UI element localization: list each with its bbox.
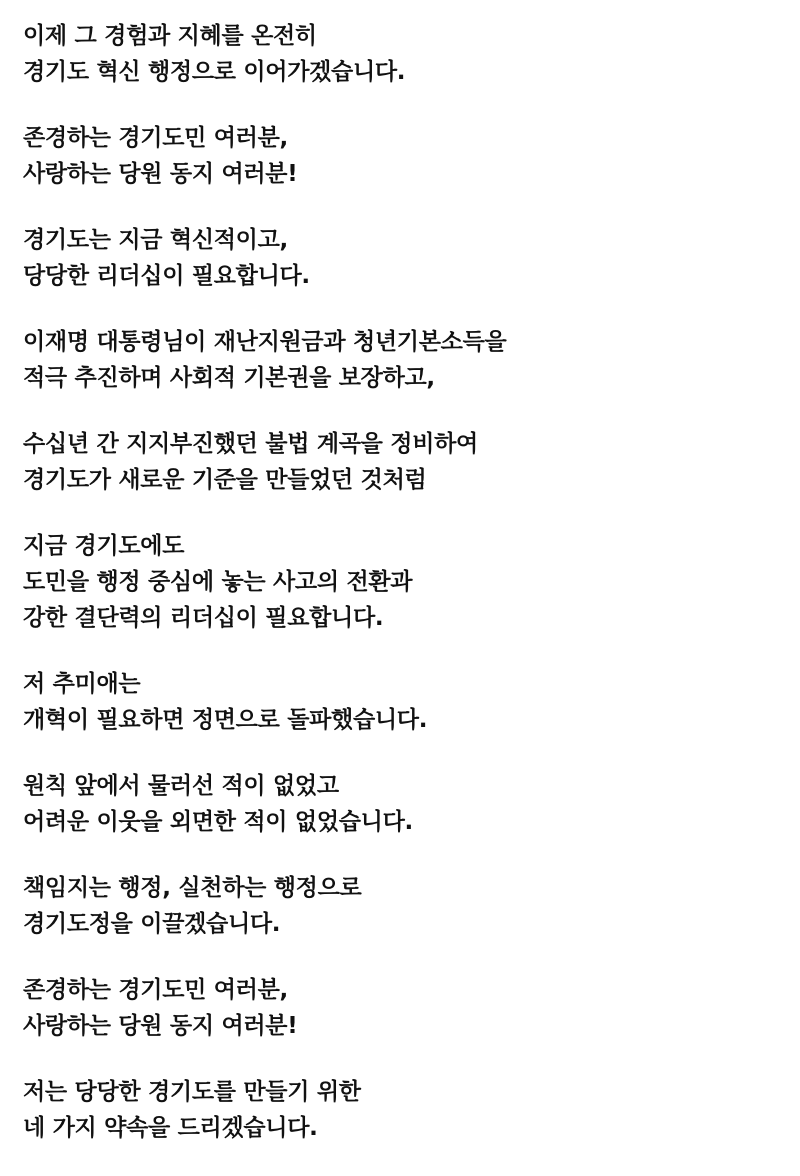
- text-line: 이재명 대통령님이 재난지원금과 청년기본소득을: [23, 329, 507, 355]
- paragraph-5: [23, 426, 783, 498]
- paragraph-11: [23, 1074, 783, 1146]
- text-line: 경기도가 새로운 기준을 만들었던 것처럼: [23, 467, 427, 493]
- text-line: 개혁이 필요하면 정면으로 돌파했습니다.: [23, 707, 428, 733]
- paragraph-4: [23, 324, 783, 396]
- paragraph-6: [23, 528, 783, 636]
- text-line: 경기도정을 이끌겠습니다.: [23, 911, 281, 937]
- text-line: 사랑하는 당원 동지 여러분!: [23, 161, 298, 187]
- text-line: 어려운 이웃을 외면한 적이 없었습니다.: [23, 809, 413, 835]
- text-line: 존경하는 경기도민 여러분,: [23, 125, 288, 151]
- text-line: 저 추미애는: [23, 671, 141, 697]
- text-line: 이제 그 경험과 지혜를 온전히: [23, 23, 317, 49]
- text-line: 원칙 앞에서 물러선 적이 없었고: [23, 773, 339, 799]
- paragraph-1: [23, 18, 783, 90]
- text-line: 적극 추진하며 사회적 기본권을 보장하고,: [23, 365, 435, 391]
- text-line: 경기도는 지금 혁신적이고,: [23, 227, 288, 253]
- paragraph-3: [23, 222, 783, 294]
- text-line: 수십년 간 지지부진했던 불법 계곡을 정비하여: [23, 431, 478, 457]
- text-line: 당당한 리더십이 필요합니다.: [23, 263, 310, 289]
- text-line: 강한 결단력의 리더십이 필요합니다.: [23, 605, 384, 631]
- paragraph-7: [23, 666, 783, 738]
- paragraph-8: [23, 768, 783, 840]
- paragraph-10: [23, 972, 783, 1044]
- text-line: 저는 당당한 경기도를 만들기 위한: [23, 1079, 361, 1105]
- text-line: 네 가지 약속을 드리겠습니다.: [23, 1115, 318, 1141]
- text-line: 경기도 혁신 행정으로 이어가겠습니다.: [23, 59, 406, 85]
- text-line: 존경하는 경기도민 여러분,: [23, 977, 288, 1003]
- text-line: 도민을 행정 중심에 놓는 사고의 전환과: [23, 569, 413, 595]
- speech-document: [23, 18, 783, 1176]
- paragraph-9: [23, 870, 783, 942]
- text-line: 사랑하는 당원 동지 여러분!: [23, 1013, 298, 1039]
- paragraph-2: [23, 120, 783, 192]
- text-line: 지금 경기도에도: [23, 533, 185, 559]
- text-line: 책임지는 행정, 실천하는 행정으로: [23, 875, 362, 901]
